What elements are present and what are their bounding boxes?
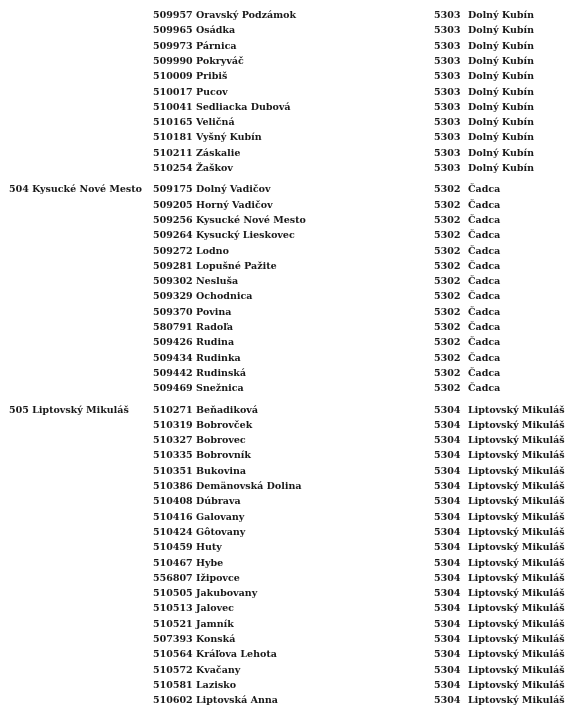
municipality-code: 509957 xyxy=(153,10,193,21)
district-code: 5304 xyxy=(434,572,461,584)
table-row xyxy=(0,617,566,632)
municipality-code: 510467 xyxy=(153,557,193,569)
municipality-code: 510572 xyxy=(153,664,193,676)
district-name: Liptovský Mikuláš xyxy=(468,618,565,630)
municipality-name: Kráľova Lehota xyxy=(196,649,277,661)
table-row xyxy=(0,525,566,540)
district-code: 5302 xyxy=(434,214,461,226)
table-row xyxy=(0,571,566,586)
municipality-code: 509973 xyxy=(153,40,193,52)
municipality-code: 510009 xyxy=(153,71,193,83)
district-name: Liptovský Mikuláš xyxy=(468,465,565,477)
municipality-code: 509434 xyxy=(153,352,193,364)
district-name: Liptovský Mikuláš xyxy=(468,419,565,431)
table-row xyxy=(0,182,566,197)
municipality-code: 509426 xyxy=(153,337,193,349)
municipality-code: 507393 xyxy=(153,634,193,645)
municipality-name: Žaškov xyxy=(196,163,233,174)
district-code: 5304 xyxy=(434,496,461,508)
municipality-code: 510181 xyxy=(153,132,193,144)
district-name: Liptovský Mikuláš xyxy=(468,542,565,554)
municipality-code: 509205 xyxy=(153,199,193,211)
district-name: Čadca xyxy=(468,199,501,211)
table-row xyxy=(0,556,566,571)
district-code: 5302 xyxy=(434,199,461,211)
district-code: 5304 xyxy=(434,511,461,523)
table-row xyxy=(0,448,566,463)
table-row xyxy=(0,198,566,213)
municipality-code: 509281 xyxy=(153,260,193,272)
district-name: Liptovský Mikuláš xyxy=(468,404,565,416)
district-code: 5303 xyxy=(434,132,461,144)
district-code: 5302 xyxy=(434,291,461,303)
district-code: 5304 xyxy=(434,542,461,554)
municipality-code: 509302 xyxy=(153,276,193,288)
table-row xyxy=(0,8,566,23)
municipality-name: Kysucký Lieskovec xyxy=(196,230,295,242)
district-name: Čadca xyxy=(468,291,501,303)
table-row xyxy=(0,381,566,396)
district-code: 5302 xyxy=(434,322,461,333)
district-name: Liptovský Mikuláš xyxy=(468,588,565,600)
table-row xyxy=(0,289,566,304)
municipality-code: 510513 xyxy=(153,603,193,615)
municipality-code: 510271 xyxy=(153,404,193,416)
municipality-name: Povina xyxy=(196,306,232,318)
table-row xyxy=(0,693,566,708)
municipality-name: Konská xyxy=(196,634,236,645)
district-code: 5304 xyxy=(434,695,461,707)
municipality-code: 510351 xyxy=(153,465,193,477)
municipality-name: Sedliacka Dubová xyxy=(196,101,291,113)
district-code: 5303 xyxy=(434,10,461,21)
municipality-name: Kvačany xyxy=(196,664,241,676)
municipality-code: 510211 xyxy=(153,147,193,159)
municipality-name: Záskalie xyxy=(196,147,241,159)
district-code: 5304 xyxy=(434,588,461,600)
district-name: Čadca xyxy=(468,383,501,395)
municipality-code: 510319 xyxy=(153,419,193,431)
district-name: Dolný Kubín xyxy=(468,117,535,129)
table-row xyxy=(0,320,566,335)
municipality-code: 509329 xyxy=(153,291,193,303)
table-row xyxy=(0,663,566,678)
district-code: 5304 xyxy=(434,649,461,661)
district-name: Čadca xyxy=(468,337,501,349)
district-name: Dolný Kubín xyxy=(468,86,535,98)
municipality-code: 556807 xyxy=(153,572,193,584)
table-row xyxy=(0,366,566,381)
municipality-name: Ižipovce xyxy=(196,572,240,584)
district-code: 5304 xyxy=(434,465,461,477)
municipality-code: 509965 xyxy=(153,25,193,37)
table-row xyxy=(0,244,566,259)
district-name: Liptovský Mikuláš xyxy=(468,435,565,447)
municipality-name: Lopušné Pažite xyxy=(196,260,277,272)
district-code: 5304 xyxy=(434,634,461,645)
district-code: 5304 xyxy=(434,404,461,416)
table-row xyxy=(0,228,566,243)
district-name: Čadca xyxy=(468,276,501,288)
district-name: Čadca xyxy=(468,322,501,333)
municipality-code: 510386 xyxy=(153,481,193,492)
district-name: Liptovský Mikuláš xyxy=(468,649,565,661)
municipality-code: 509256 xyxy=(153,214,193,226)
municipality-name: Gôtovany xyxy=(196,526,246,538)
district-code: 5303 xyxy=(434,163,461,174)
municipality-name: Demänovská Dolina xyxy=(196,481,302,492)
table-row xyxy=(0,23,566,38)
municipality-code: 510335 xyxy=(153,450,193,462)
municipality-code: 509175 xyxy=(153,184,193,196)
district-code: 5304 xyxy=(434,450,461,462)
table-row xyxy=(0,403,566,418)
municipality-code: 509442 xyxy=(153,367,193,379)
municipality-code: 510459 xyxy=(153,542,193,554)
table-row xyxy=(0,647,566,662)
municipality-code: 510408 xyxy=(153,496,193,508)
district-code: 5302 xyxy=(434,337,461,349)
table-row xyxy=(0,678,566,693)
municipality-code: 510254 xyxy=(153,163,193,174)
district-code: 5302 xyxy=(434,260,461,272)
table-row xyxy=(0,479,566,494)
district-code: 5302 xyxy=(434,276,461,288)
municipality-name: Pucov xyxy=(196,86,228,98)
municipality-name: Radoľa xyxy=(196,322,234,333)
district-name: Liptovský Mikuláš xyxy=(468,634,565,645)
table-row xyxy=(0,100,566,115)
district-name: Dolný Kubín xyxy=(468,147,535,159)
municipality-name: Rudinka xyxy=(196,352,241,364)
table-row xyxy=(0,54,566,69)
municipality-name: Jamník xyxy=(196,618,234,630)
district-code: 5303 xyxy=(434,86,461,98)
table-row xyxy=(0,85,566,100)
district-name: Dolný Kubín xyxy=(468,55,535,67)
municipality-name: Rudinská xyxy=(196,367,247,379)
table-row xyxy=(0,130,566,145)
municipality-name: Veličná xyxy=(196,117,235,129)
municipality-code: 510581 xyxy=(153,679,193,691)
table-row xyxy=(0,213,566,228)
district-name: Liptovský Mikuláš xyxy=(468,557,565,569)
district-name: Čadca xyxy=(468,184,501,196)
district-name: Dolný Kubín xyxy=(468,25,535,37)
district-code: 5304 xyxy=(434,419,461,431)
district-code: 5303 xyxy=(434,147,461,159)
district-code: 5304 xyxy=(434,557,461,569)
table-row xyxy=(0,259,566,274)
table-row xyxy=(0,115,566,130)
table-row xyxy=(0,632,566,647)
district-name: Liptovský Mikuláš xyxy=(468,695,565,707)
district-code: 5302 xyxy=(434,306,461,318)
municipality-code: 510041 xyxy=(153,101,193,113)
municipality-name: Liptovská Anna xyxy=(196,695,278,707)
municipality-name: Oravský Podzámok xyxy=(196,10,297,21)
table-row xyxy=(0,510,566,525)
municipality-code: 510416 xyxy=(153,511,193,523)
district-code: 5304 xyxy=(434,603,461,615)
municipality-name: Dolný Vadičov xyxy=(196,184,271,196)
district-code: 5304 xyxy=(434,435,461,447)
table-row xyxy=(0,540,566,555)
district-name: Dolný Kubín xyxy=(468,132,535,144)
municipality-name: Bobrovček xyxy=(196,419,253,431)
district-name: Liptovský Mikuláš xyxy=(468,664,565,676)
district-name: Čadca xyxy=(468,214,501,226)
district-name: Liptovský Mikuláš xyxy=(468,603,565,615)
municipality-name: Párnica xyxy=(196,40,237,52)
district-name: Liptovský Mikuláš xyxy=(468,496,565,508)
municipality-name: Lodno xyxy=(196,245,229,257)
table-row xyxy=(0,418,566,433)
municipality-code: 580791 xyxy=(153,322,193,333)
district-code: 5302 xyxy=(434,245,461,257)
district-name: Liptovský Mikuláš xyxy=(468,511,565,523)
district-code: 5303 xyxy=(434,40,461,52)
district-name: Liptovský Mikuláš xyxy=(468,572,565,584)
district-code: 5304 xyxy=(434,481,461,492)
table-row xyxy=(0,433,566,448)
district-code: 5303 xyxy=(434,71,461,83)
district-code: 5303 xyxy=(434,117,461,129)
municipality-name: Jalovec xyxy=(196,603,234,615)
district-name: Dolný Kubín xyxy=(468,71,535,83)
district-code: 5302 xyxy=(434,184,461,196)
district-name: Čadca xyxy=(468,230,501,242)
district-code: 5303 xyxy=(434,25,461,37)
district-heading: 505 Liptovský Mikuláš xyxy=(9,404,129,416)
municipality-code: 510165 xyxy=(153,117,193,129)
district-heading: 504 Kysucké Nové Mesto xyxy=(9,184,142,196)
table-row xyxy=(0,601,566,616)
municipality-name: Dúbrava xyxy=(196,496,241,508)
district-name: Liptovský Mikuláš xyxy=(468,679,565,691)
district-code: 5302 xyxy=(434,383,461,395)
table-row xyxy=(0,161,566,176)
district-name: Čadca xyxy=(468,367,501,379)
district-code: 5302 xyxy=(434,352,461,364)
district-code: 5302 xyxy=(434,230,461,242)
district-name: Čadca xyxy=(468,306,501,318)
table-row xyxy=(0,335,566,350)
district-name: Čadca xyxy=(468,352,501,364)
municipality-name: Vyšný Kubín xyxy=(196,132,262,144)
municipality-code: 510424 xyxy=(153,526,193,538)
municipality-name: Osádka xyxy=(196,25,236,37)
municipality-name: Bobrovec xyxy=(196,435,246,447)
district-name: Liptovský Mikuláš xyxy=(468,481,565,492)
municipality-name: Beňadiková xyxy=(196,404,258,416)
table-row xyxy=(0,464,566,479)
municipality-name: Horný Vadičov xyxy=(196,199,273,211)
district-name: Dolný Kubín xyxy=(468,101,535,113)
table-row xyxy=(0,274,566,289)
table-row xyxy=(0,146,566,161)
municipality-name: Rudina xyxy=(196,337,235,349)
municipality-name: Lazisko xyxy=(196,679,237,691)
municipality-name: Kysucké Nové Mesto xyxy=(196,214,306,226)
district-name: Dolný Kubín xyxy=(468,40,535,52)
table-row xyxy=(0,39,566,54)
table-row xyxy=(0,494,566,509)
district-code: 5304 xyxy=(434,526,461,538)
district-name: Dolný Kubín xyxy=(468,163,535,174)
district-code: 5302 xyxy=(434,367,461,379)
municipality-name: Galovany xyxy=(196,511,245,523)
municipality-name: Jakubovany xyxy=(196,588,258,600)
district-name: Dolný Kubín xyxy=(468,10,535,21)
municipality-name: Nesluša xyxy=(196,276,239,288)
table-row xyxy=(0,586,566,601)
municipality-code: 509990 xyxy=(153,55,193,67)
municipality-name: Pribiš xyxy=(196,71,228,83)
municipality-code: 510602 xyxy=(153,695,193,707)
municipality-code: 510017 xyxy=(153,86,193,98)
municipality-code: 510521 xyxy=(153,618,193,630)
municipality-code: 510505 xyxy=(153,588,193,600)
municipality-name: Bukovina xyxy=(196,465,247,477)
municipality-code: 509272 xyxy=(153,245,193,257)
table-row xyxy=(0,69,566,84)
district-code: 5303 xyxy=(434,55,461,67)
municipality-code: 509264 xyxy=(153,230,193,242)
district-code: 5304 xyxy=(434,618,461,630)
municipality-name: Pokryváč xyxy=(196,55,244,67)
municipality-name: Ochodnica xyxy=(196,291,253,303)
municipality-name: Hybe xyxy=(196,557,224,569)
district-name: Čadca xyxy=(468,260,501,272)
municipality-name: Bobrovník xyxy=(196,450,251,462)
district-name: Liptovský Mikuláš xyxy=(468,450,565,462)
district-code: 5304 xyxy=(434,679,461,691)
table-row xyxy=(0,305,566,320)
municipality-name: Huty xyxy=(196,542,222,554)
district-name: Čadca xyxy=(468,245,501,257)
municipality-code: 509370 xyxy=(153,306,193,318)
municipality-name: Snežnica xyxy=(196,383,244,395)
table-row xyxy=(0,351,566,366)
district-code: 5304 xyxy=(434,664,461,676)
municipality-code: 510564 xyxy=(153,649,193,661)
district-code: 5303 xyxy=(434,101,461,113)
municipality-code: 510327 xyxy=(153,435,193,447)
municipality-code: 509469 xyxy=(153,383,193,395)
district-name: Liptovský Mikuláš xyxy=(468,526,565,538)
